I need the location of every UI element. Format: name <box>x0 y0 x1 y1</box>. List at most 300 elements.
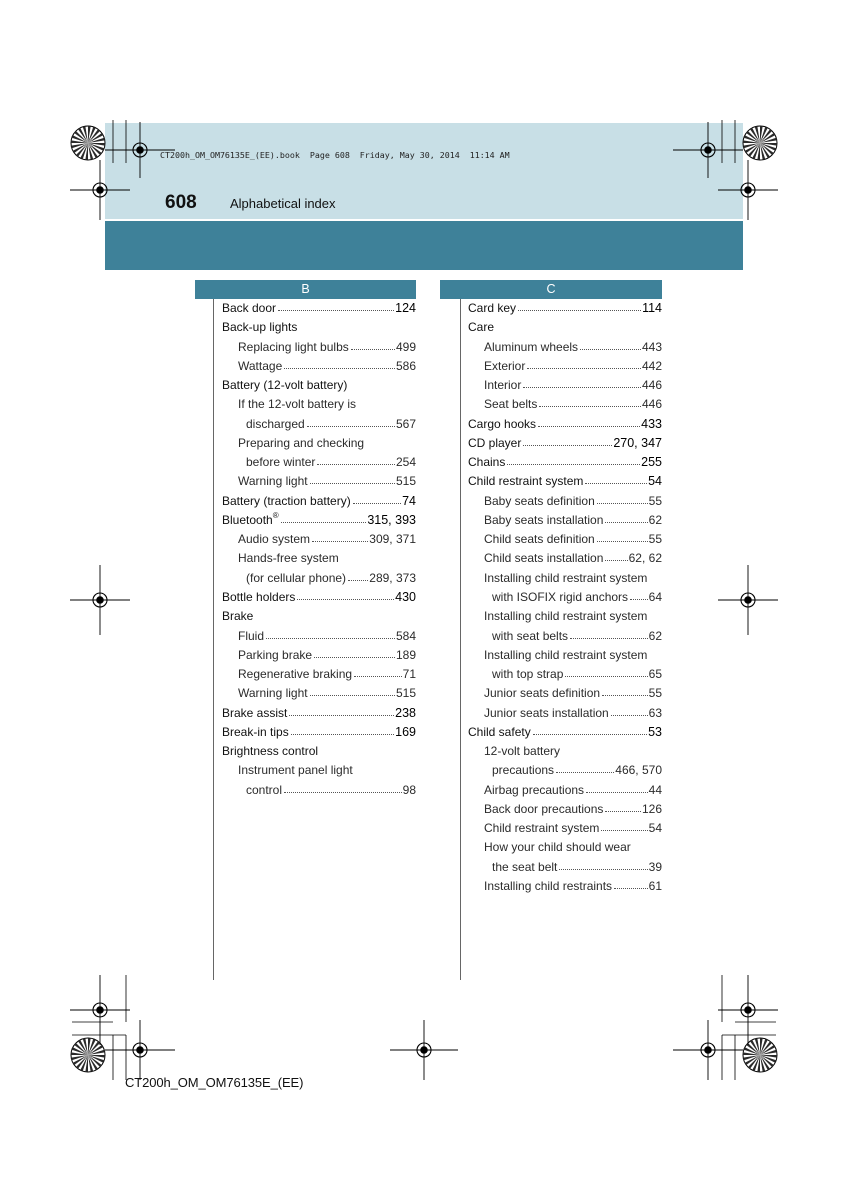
entry-label <box>484 549 603 568</box>
index-entry <box>222 588 416 607</box>
dot-leader <box>614 888 648 889</box>
color-target-wedge <box>88 1055 93 1072</box>
color-target-wedge <box>74 1043 88 1055</box>
entry-page-reference: 443 <box>641 339 662 354</box>
color-target-wedge <box>748 143 760 157</box>
dot-leader <box>605 522 647 523</box>
entry-text: control <box>246 782 283 797</box>
index-entry <box>468 453 662 472</box>
document-code-footer: CT200h_OM_OM76135E_(EE) <box>125 1075 304 1090</box>
color-target-wedge <box>744 135 760 143</box>
entry-text: Exterior <box>484 358 526 373</box>
entry-text: Card key <box>468 301 517 315</box>
color-target-wedge <box>71 143 88 148</box>
entry-label <box>484 781 584 800</box>
entry-text: (for cellular phone) <box>246 570 347 585</box>
entry-label <box>238 472 308 491</box>
entry-label <box>246 415 305 434</box>
dot-leader <box>605 811 641 812</box>
index-subentry <box>468 530 662 549</box>
registration-dot <box>744 186 752 194</box>
entry-label <box>484 800 603 819</box>
entry-label <box>222 588 295 607</box>
entry-text: Installing child restraint system <box>484 609 648 624</box>
color-target-ring <box>71 126 105 160</box>
color-target-wedge <box>88 133 103 143</box>
entry-label <box>222 492 351 511</box>
color-target-wedge <box>71 1052 88 1055</box>
index-subentry <box>468 607 662 626</box>
color-target-wedge <box>760 129 772 143</box>
index-subentry <box>468 569 662 588</box>
entry-label <box>492 665 563 684</box>
entry-page-reference: 114 <box>642 301 662 315</box>
index-subentry <box>468 781 662 800</box>
entry-page-reference: 61 <box>648 878 662 893</box>
dot-leader <box>289 715 394 716</box>
entry-text: the seat belt <box>492 859 558 874</box>
color-target-wedge <box>76 1055 88 1069</box>
color-target-wedge <box>88 126 91 143</box>
entry-text: Child safety <box>468 724 531 739</box>
entry-text: Preparing and checking <box>238 435 365 450</box>
entry-page-reference: 309, 371 <box>369 532 416 547</box>
entry-page-reference: 54 <box>648 821 662 836</box>
registration-dot <box>96 1006 104 1014</box>
dot-leader <box>314 657 395 658</box>
color-target-wedge <box>760 126 763 143</box>
entry-page-reference: 55 <box>648 686 662 701</box>
entry-text: Audio system <box>238 532 311 547</box>
dot-leader <box>580 349 641 350</box>
dot-leader <box>570 638 648 639</box>
entry-label <box>238 549 339 568</box>
color-target-wedge <box>748 1055 760 1069</box>
column-rule <box>213 299 214 980</box>
entry-label <box>484 357 525 376</box>
index-subentry <box>222 357 416 376</box>
entry-page-reference: 62, 62 <box>628 551 662 566</box>
entry-page-reference: 254 <box>395 455 416 470</box>
color-target-wedge <box>750 128 760 143</box>
color-target-wedge <box>746 1043 760 1055</box>
dot-leader <box>278 310 394 311</box>
entry-text: Care <box>468 320 495 335</box>
color-target-mark <box>743 126 777 160</box>
index-entry-continuation <box>468 761 662 780</box>
entry-page-reference: 442 <box>641 358 662 373</box>
color-target-wedge <box>83 1038 88 1055</box>
color-target-wedge <box>88 143 105 146</box>
entry-page-reference: 126 <box>641 801 662 816</box>
entry-text: Installing child restraint system <box>484 570 648 585</box>
index-subentry <box>468 704 662 723</box>
entry-page-reference: 433 <box>641 416 662 431</box>
registration-ring <box>741 593 755 607</box>
registration-dot <box>744 1006 752 1014</box>
registration-dot <box>704 1046 712 1054</box>
registration-dot <box>96 596 104 604</box>
entry-text: CD player <box>468 435 522 450</box>
registration-ring <box>93 593 107 607</box>
dot-leader <box>284 368 395 369</box>
index-entry <box>222 607 416 626</box>
dot-leader <box>539 406 641 407</box>
index-subentry <box>468 684 662 703</box>
color-target-wedge <box>745 143 760 153</box>
color-target-ring <box>71 1038 105 1072</box>
color-target-wedge <box>85 143 88 160</box>
entry-label <box>468 318 494 337</box>
index-column-c <box>468 299 662 896</box>
entry-label <box>246 453 315 472</box>
dot-leader <box>348 580 368 581</box>
registration-ring <box>93 1003 107 1017</box>
color-target-wedge <box>73 143 88 153</box>
entry-text: Bottle holders <box>222 589 296 604</box>
registration-ring <box>741 1003 755 1017</box>
dot-leader <box>556 772 614 773</box>
registration-mark <box>673 1020 743 1080</box>
entry-text: Junior seats installation <box>484 705 609 720</box>
entry-page-reference: 515 <box>395 686 416 701</box>
color-target-wedge <box>88 143 102 155</box>
entry-text: with ISOFIX rigid anchors <box>492 589 629 604</box>
entry-label <box>484 492 595 511</box>
entry-text: Back door precautions <box>484 801 604 816</box>
index-letter-header-b: B <box>195 280 416 299</box>
print-slug: CT200h_OM_OM76135E_(EE).book Page 608 Friday, May 30, 2014 11:14 AM <box>160 150 510 160</box>
index-subentry <box>222 549 416 568</box>
index-subentry <box>222 472 416 491</box>
registered-mark: ® <box>272 510 279 520</box>
dot-leader <box>507 464 640 465</box>
entry-page-reference: 74 <box>402 493 416 508</box>
entry-text: Child restraint system <box>484 821 600 836</box>
index-entry <box>468 299 662 318</box>
index-subentry <box>468 376 662 395</box>
entry-page-reference: 567 <box>395 416 416 431</box>
color-target-wedge <box>80 1055 88 1071</box>
dot-leader <box>533 734 647 735</box>
color-target-wedge <box>760 1055 770 1070</box>
entry-label <box>484 395 537 414</box>
registration-ring <box>741 183 755 197</box>
entry-page-reference: 63 <box>648 705 662 720</box>
color-target-wedge <box>760 133 775 143</box>
entry-text: with seat belts <box>492 628 569 643</box>
dot-leader <box>597 541 648 542</box>
dot-leader <box>284 792 402 793</box>
entry-text: Chains <box>468 455 506 470</box>
entry-text: Replacing light bulbs <box>238 339 349 354</box>
entry-page-reference: 315, 393 <box>367 512 416 527</box>
entry-text: Back-up lights <box>222 320 298 335</box>
index-subentry <box>222 761 416 780</box>
index-letter-header-c: C <box>440 280 662 299</box>
entry-page-reference: 430 <box>395 589 416 604</box>
index-entry <box>222 704 416 723</box>
entry-page-reference: 55 <box>648 532 662 547</box>
entry-label <box>222 511 279 530</box>
color-target-wedge <box>755 126 760 143</box>
entry-text: Brake assist <box>222 705 288 720</box>
entry-page-reference: 62 <box>648 512 662 527</box>
registration-dot <box>420 1046 428 1054</box>
color-target-wedge <box>757 143 760 160</box>
index-entry <box>468 415 662 434</box>
entry-page-reference: 169 <box>395 724 416 739</box>
entry-text: Cargo hooks <box>468 416 537 431</box>
index-subentry <box>222 395 416 414</box>
color-target-wedge <box>71 1055 88 1060</box>
dot-leader <box>353 503 401 504</box>
entry-text: Child seats definition <box>484 532 595 547</box>
entry-text: Interior <box>484 378 522 393</box>
entry-page-reference: 44 <box>648 782 662 797</box>
entry-text: Bluetooth <box>222 512 273 527</box>
color-target-wedge <box>88 143 104 151</box>
entry-page-reference: 71 <box>402 667 416 682</box>
color-target-wedge <box>78 1040 88 1055</box>
entry-label <box>222 742 318 761</box>
color-target-wedge <box>760 1038 763 1055</box>
dot-leader <box>281 522 367 523</box>
dot-leader <box>585 483 647 484</box>
entry-text: Child restraint system <box>468 474 584 489</box>
entry-label <box>468 434 521 453</box>
index-entry-continuation <box>222 415 416 434</box>
color-target-ring <box>743 1038 777 1072</box>
registration-mark <box>70 975 130 1045</box>
color-target-wedge <box>85 1055 88 1072</box>
entry-label <box>484 877 612 896</box>
color-target-wedge <box>88 1055 98 1070</box>
entry-text: precautions <box>492 763 555 778</box>
entry-text: Installing child restraint system <box>484 647 648 662</box>
color-target-wedge <box>760 127 768 143</box>
color-target-wedge <box>88 1038 91 1055</box>
registration-ring <box>701 1043 715 1057</box>
entry-page-reference: 53 <box>648 724 662 739</box>
entry-label <box>484 838 631 857</box>
color-target-wedge <box>757 1055 760 1072</box>
dot-leader <box>518 310 641 311</box>
entry-page-reference: 238 <box>395 705 416 720</box>
index-subentry <box>222 627 416 646</box>
entry-label <box>238 665 352 684</box>
dot-leader <box>597 503 648 504</box>
entry-label <box>222 723 289 742</box>
entry-page-reference: 39 <box>648 859 662 874</box>
entry-label <box>484 742 560 761</box>
color-target-wedge <box>743 143 760 148</box>
column-rule <box>460 299 461 980</box>
color-target-wedge <box>760 1045 775 1055</box>
index-subentry <box>468 549 662 568</box>
entry-label <box>246 569 346 588</box>
entry-text: Brightness control <box>222 744 319 759</box>
color-target-wedge <box>744 1047 760 1055</box>
color-target-mark <box>71 1038 105 1072</box>
color-target-wedge <box>760 1041 772 1055</box>
dot-leader <box>317 464 395 465</box>
registration-ring <box>133 1043 147 1057</box>
entry-text: Instrument panel light <box>238 763 353 778</box>
index-subentry <box>222 646 416 665</box>
color-target-mark <box>71 126 105 160</box>
color-target-wedge <box>78 128 88 143</box>
index-subentry <box>468 800 662 819</box>
entry-text: Baby seats definition <box>484 493 595 508</box>
entry-text: Brake <box>222 609 254 624</box>
entry-text: Seat belts <box>484 397 538 412</box>
entry-label <box>492 858 557 877</box>
entry-label <box>238 761 353 780</box>
index-entry-continuation <box>468 627 662 646</box>
entry-page-reference: 446 <box>641 397 662 412</box>
index-subentry <box>222 338 416 357</box>
color-target-wedge <box>755 1038 760 1055</box>
registration-dot <box>96 186 104 194</box>
entry-page-reference: 586 <box>395 358 416 373</box>
entry-label <box>238 434 364 453</box>
index-entry-continuation <box>222 453 416 472</box>
entry-label <box>222 704 287 723</box>
registration-mark <box>718 975 778 1045</box>
color-target-mark <box>743 1038 777 1072</box>
entry-label <box>484 819 599 838</box>
entry-page-reference: 255 <box>641 455 662 470</box>
entry-text: Airbag precautions <box>484 782 585 797</box>
dot-leader <box>310 483 395 484</box>
color-target-wedge <box>88 1039 96 1055</box>
page-number: 608 <box>165 192 197 213</box>
entry-page-reference: 65 <box>648 667 662 682</box>
color-target-wedge <box>760 1055 774 1067</box>
index-subentry <box>468 646 662 665</box>
dot-leader <box>605 560 627 561</box>
dot-leader <box>266 638 395 639</box>
dot-leader <box>307 426 395 427</box>
entry-page-reference: 289, 373 <box>369 570 416 585</box>
index-entry-continuation <box>468 858 662 877</box>
entry-text: Regenerative braking <box>238 667 353 682</box>
entry-label <box>238 338 349 357</box>
index-subentry <box>468 877 662 896</box>
color-target-wedge <box>746 131 760 143</box>
index-entry-continuation <box>222 569 416 588</box>
dot-leader <box>297 599 394 600</box>
index-subentry <box>222 684 416 703</box>
color-target-wedge <box>752 143 760 159</box>
entry-text: Baby seats installation <box>484 512 604 527</box>
color-target-wedge <box>88 1041 100 1055</box>
registration-ring <box>417 1043 431 1057</box>
index-subentry <box>222 434 416 453</box>
color-target-wedge <box>760 1055 765 1072</box>
header-band-dark <box>105 221 743 270</box>
entry-text: Break-in tips <box>222 724 289 739</box>
dot-leader <box>523 445 612 446</box>
entry-label <box>484 511 603 530</box>
index-entry <box>222 318 416 337</box>
entry-text: Battery (traction battery) <box>222 493 351 508</box>
entry-label <box>238 684 308 703</box>
index-entry <box>468 318 662 337</box>
index-column-b <box>222 299 416 800</box>
entry-text: Installing child restraints <box>484 878 613 893</box>
index-subentry <box>222 665 416 684</box>
dot-leader <box>310 695 395 696</box>
entry-page-reference: 54 <box>648 474 662 489</box>
entry-label <box>468 472 583 491</box>
entry-label <box>222 376 347 395</box>
entry-text: before winter <box>246 455 316 470</box>
registration-mark <box>105 1020 175 1080</box>
color-target-wedge <box>88 143 93 160</box>
dot-leader <box>602 695 648 696</box>
color-target-wedge <box>743 1055 760 1060</box>
color-target-wedge <box>83 126 88 143</box>
index-entry <box>222 376 416 395</box>
color-target-wedge <box>88 1055 102 1067</box>
color-target-wedge <box>760 143 777 146</box>
entry-page-reference: 515 <box>395 474 416 489</box>
color-target-wedge <box>760 1055 777 1058</box>
entry-label <box>468 415 536 434</box>
color-target-wedge <box>760 143 765 160</box>
entry-page-reference: 499 <box>395 339 416 354</box>
entry-page-reference: 55 <box>648 493 662 508</box>
entry-label <box>484 704 609 723</box>
dot-leader <box>559 869 647 870</box>
color-target-wedge <box>71 140 88 143</box>
entry-label <box>492 627 568 646</box>
color-target-wedge <box>752 1055 760 1071</box>
entry-label <box>484 646 647 665</box>
entry-label <box>492 588 628 607</box>
entry-page-reference: 189 <box>395 647 416 662</box>
dot-leader <box>351 349 395 350</box>
dot-leader <box>523 387 641 388</box>
entry-label <box>246 781 282 800</box>
dot-leader <box>538 426 640 427</box>
color-target-ring <box>743 126 777 160</box>
dot-leader <box>630 599 648 600</box>
dot-leader <box>291 734 394 735</box>
index-subentry <box>468 742 662 761</box>
entry-text: Fluid <box>238 628 265 643</box>
color-target-wedge <box>760 1055 776 1063</box>
color-target-wedge <box>745 1055 760 1065</box>
color-target-wedge <box>760 143 774 155</box>
dot-leader <box>354 676 402 677</box>
index-subentry <box>468 511 662 530</box>
color-target-wedge <box>760 143 770 158</box>
entry-text: 12-volt battery <box>484 744 561 759</box>
color-target-wedge <box>760 143 776 151</box>
entry-text: Warning light <box>238 686 308 701</box>
color-target-wedge <box>88 129 100 143</box>
header-band-light <box>105 123 743 219</box>
entry-text: Hands-free system <box>238 551 339 566</box>
entry-page-reference: 446 <box>641 378 662 393</box>
color-target-wedge <box>743 1052 760 1055</box>
color-target-wedge <box>88 1045 103 1055</box>
index-entry <box>222 299 416 318</box>
color-target-wedge <box>72 1047 88 1055</box>
